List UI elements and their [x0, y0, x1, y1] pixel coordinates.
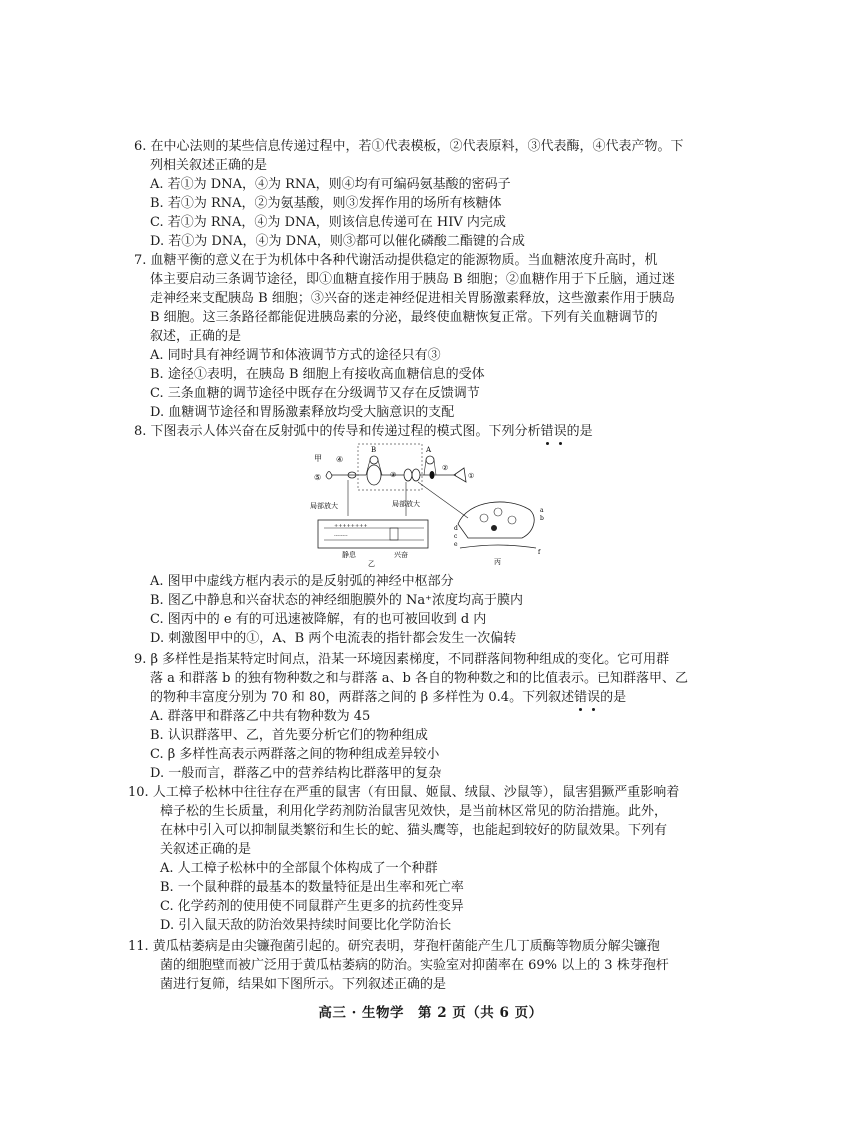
line-tail: 的是 [566, 424, 593, 439]
text-line [160, 898, 464, 916]
label-3: ③ [390, 471, 397, 479]
label-excited: 兴奋 [394, 551, 408, 559]
ammeter-A-lead [424, 460, 426, 475]
text-line [150, 573, 454, 591]
synapse-2 [412, 469, 420, 481]
text-line [150, 385, 480, 403]
text-line [150, 746, 439, 764]
line-text: D. 引入鼠天敌的防治效果持续时间要比化学防治长 [160, 918, 452, 933]
text-line [150, 309, 658, 327]
text-line [150, 214, 506, 232]
label-jia: 甲 [314, 454, 322, 463]
emphasis-char: 误 [587, 690, 601, 705]
line-text: D. 血糖调节途径和胃肠激素释放均受大脑意识的支配 [150, 405, 455, 420]
text-line [160, 860, 438, 878]
line-text: 落 a 和群落 b 的独有物种数之和与群落 a、b 各自的物种数之和的比值表示。已知群落甲、乙 [150, 671, 688, 686]
line-text: C. 图丙中的 e 有的可迅速被降解，有的也可被回收到 d 内 [150, 612, 487, 627]
text-line [160, 917, 451, 935]
label-bing: 丙 [494, 558, 501, 566]
line-text: 6. 在中心法则的某些信息传递过程中，若①代表模板，②代表原料，③代表酶，④代表产物。下 [134, 139, 684, 154]
line-text: D. 刺激图甲中的①，A、B 两个电流表的指针都会发生一次偏转 [150, 631, 517, 646]
emphasis-char: 错 [574, 690, 588, 705]
text-line [150, 404, 454, 422]
text-line [150, 233, 525, 251]
text-line [150, 592, 523, 610]
excited-region [390, 528, 398, 540]
text-line [150, 630, 516, 648]
text-line [128, 938, 660, 956]
effector-shape [326, 472, 332, 480]
text-line [160, 803, 667, 821]
text-line [150, 366, 485, 384]
label-f: f [538, 549, 541, 556]
presynaptic-terminal [458, 502, 534, 538]
line-text: 8. 下图表示人体兴奋在反射弧中的传导和传递过程的模式图。下列分析 [134, 424, 541, 439]
line-text: 菌的细胞壁而被广泛用于黄瓜枯萎病的防治。实验室对抑菌率在 69% 以上的 3 株芽孢杆 [160, 958, 669, 973]
label-1: ① [468, 472, 475, 480]
line-text: A. 同时具有神经调节和体液调节方式的途径只有③ [150, 348, 441, 363]
line-text: B. 若①为 RNA，②为氨基酸，则③发挥作用的场所有核糖体 [150, 196, 502, 211]
label-2: ② [442, 464, 449, 472]
text-line [150, 328, 241, 346]
synapse-1 [404, 469, 412, 481]
line-text: C. 若①为 RNA，④为 DNA，则该信息传递可在 HIV 内完成 [150, 215, 506, 230]
text-line [134, 651, 669, 669]
label-c: c [454, 533, 458, 540]
text-line [128, 784, 679, 802]
line-text: 在林中引入可以抑制鼠类繁衍和生长的蛇、猫头鹰等，也能起到较好的防鼠效果。下列有 [160, 823, 668, 838]
line-text: 列相关叙述正确的是 [150, 158, 268, 173]
minus-signs: -------- [334, 533, 348, 539]
line-text: A. 人工樟子松林中的全部鼠个体构成了一个种群 [160, 861, 438, 876]
line-text: D. 若①为 DNA，④为 DNA，则③都可以催化磷酸二酯键的合成 [150, 234, 525, 249]
line-text: A. 若①为 DNA，④为 RNA，则④均有可编码氨基酸的密码子 [150, 177, 511, 192]
text-line [160, 879, 464, 897]
line-text: 走神经来支配胰岛 B 细胞；③兴奋的迷走神经促进相关胃肠激素释放，这些激素作用于胰岛 [150, 291, 675, 306]
emphasis-char: 误 [553, 424, 567, 439]
line-text: 叙述，正确的是 [150, 329, 242, 344]
ammeter-A-lead-2 [434, 460, 436, 475]
line-text: 10. 人工樟子松林中往往存在严重的鼠害（有田鼠、姬鼠、绒鼠、沙鼠等），鼠害猖獗严重影响着 [128, 785, 680, 800]
line-text: 关叙述正确的是 [160, 842, 252, 857]
line-text: B. 途径①表明，在胰岛 B 细胞上有接收高血糖信息的受体 [150, 367, 485, 382]
vesicle-1 [480, 514, 488, 522]
line-text: A. 群落甲和群落乙中共有物种数为 45 [150, 709, 371, 724]
text-line [160, 976, 446, 994]
emphasized-word [541, 423, 567, 441]
vesicle-3 [508, 516, 516, 524]
plus-signs: ++++++++ [334, 523, 368, 529]
text-line [150, 157, 267, 175]
line-tail: 的是 [600, 690, 627, 705]
text-line [150, 611, 486, 629]
text-line [160, 822, 667, 840]
text-line [150, 689, 626, 707]
line-text: C. β 多样性高表示两群落之间的物种组成差异较小 [150, 747, 440, 762]
reflex-arc-figure [308, 440, 546, 568]
text-line [150, 271, 675, 289]
text-line [150, 347, 441, 365]
label-e: e [454, 541, 458, 548]
zoom-label-left: 局部放大 [310, 502, 338, 510]
label-4: ④ [336, 455, 344, 464]
nerve-center-box [358, 444, 422, 490]
line-text: B. 图乙中静息和兴奋状态的神经细胞膜外的 Na⁺浓度均高于膜内 [150, 593, 523, 608]
text-line [134, 423, 593, 441]
label-b: b [540, 515, 544, 522]
line-text: 菌进行复筛，结果如下图所示。下列叙述正确的是 [160, 977, 447, 992]
text-line [134, 138, 684, 156]
line-text: 的物种丰富度分别为 70 和 80，两群落之间的 β 多样性为 0.4。下列叙述 [150, 690, 575, 705]
text-line [150, 708, 370, 726]
line-text: B. 认识群落甲、乙，首先要分析它们的物种组成 [150, 728, 428, 743]
postsynaptic-membrane [460, 545, 536, 548]
line-text: C. 三条血糖的调节途径中既存在分级调节又存在反馈调节 [150, 386, 480, 401]
text-line [150, 765, 441, 783]
label-a: a [540, 507, 544, 514]
line-text: 7. 血糖平衡的意义在于为机体中各种代谢活动提供稳定的能源物质。当血糖浓度升高时，机 [134, 253, 658, 268]
zoom-arrow-right [418, 482, 468, 518]
vesicle-2 [494, 508, 502, 516]
vesicle-4 [491, 525, 497, 531]
line-text: C. 化学药剂的使用使不同鼠群产生更多的抗药性变异 [160, 899, 464, 914]
emphasized-word [574, 689, 600, 707]
zoom-label-right: 局部放大 [392, 500, 420, 508]
text-line [150, 176, 511, 194]
line-text: 11. 黄瓜枯萎病是由尖镰孢菌引起的。研究表明，芽孢杆菌能产生几丁质酶等物质分解尖镰孢 [128, 939, 660, 954]
label-resting: 静息 [342, 551, 356, 559]
ammeter-A [426, 456, 434, 464]
page-footer: 高三 · 生物学 第 2 页（共 6 页） [318, 1005, 543, 1021]
label-yi: 乙 [368, 560, 375, 568]
line-text: D. 一般而言，群落乙中的营养结构比群落甲的复杂 [150, 766, 442, 781]
text-line [150, 670, 688, 688]
text-line [150, 290, 675, 308]
line-text: A. 图甲中虚线方框内表示的是反射弧的神经中枢部分 [150, 574, 454, 589]
line-text: B 细胞。这三条路径都能促进胰岛素的分泌，最终使血糖恢复正常。下列有关血糖调节的 [150, 310, 658, 325]
line-text: B. 一个鼠种群的最基本的数量特征是出生率和死亡率 [160, 880, 464, 895]
label-B: B [371, 446, 377, 454]
label-5: ⑤ [314, 473, 322, 482]
line-text: 樟子松的生长质量，利用化学药剂防治鼠害见效快，是当前林区常见的防治措施。此外， [160, 804, 668, 819]
interneuron-body [367, 465, 381, 485]
text-line [160, 957, 669, 975]
ammeter-B [370, 456, 378, 464]
ganglion [430, 471, 435, 479]
text-line [160, 841, 251, 859]
line-text: 9. β 多样性是指某特定时间点，沿某一环境因素梯度，不同群落间物种组成的变化。它可用群 [134, 652, 670, 667]
label-A: A [426, 446, 432, 454]
label-d: d [454, 525, 458, 532]
emphasis-char: 错 [540, 424, 554, 439]
text-line [150, 195, 502, 213]
text-line [150, 727, 428, 745]
line-text: 体主要启动三条调节途径，即①血糖直接作用于胰岛 B 细胞；②血糖作用于下丘脑，通过迷 [150, 272, 675, 287]
text-line [134, 252, 658, 270]
